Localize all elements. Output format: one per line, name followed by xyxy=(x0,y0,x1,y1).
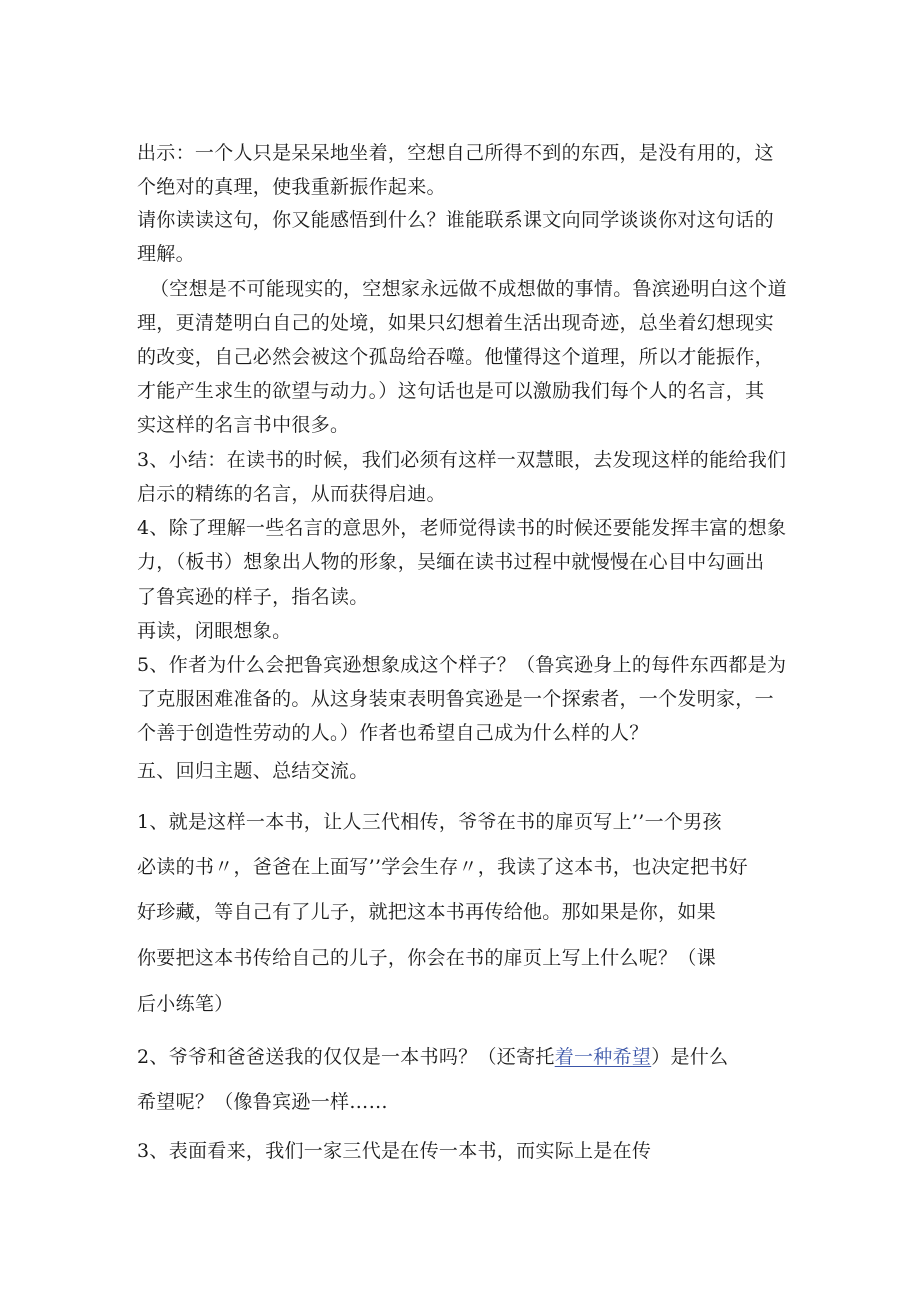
text-line: 个善于创造性劳动的人。）作者也希望自己成为什么样的人？ xyxy=(137,722,649,744)
text-line: 必读的书〃，爸爸在上面写’’学会生存〃，我读了这本书，也决定把书好 xyxy=(137,856,748,878)
text-line: 理，更清楚明白自己的处境，如果只幻想着生活出现奇迹，总坐着幻想现实 xyxy=(137,312,774,334)
text-line: 4、除了理解一些名言的意思外，老师觉得读书的时候还要能发挥丰富的想象 xyxy=(137,517,787,539)
text-line: 力，（板书）想象出人物的形象，吴缅在读书过程中就慢慢在心目中勾画出 xyxy=(137,551,765,573)
text-line: 个绝对的真理，使我重新振作起来。 xyxy=(137,176,446,198)
text-segment: ）是什么 xyxy=(651,1046,729,1068)
text-line: 3、表面看来，我们一家三代是在传一本书，而实际上是在传 xyxy=(137,1140,652,1162)
text-line: 5、作者为什么会把鲁宾逊想象成这个样子？（鲁宾逊身上的每件东西都是为 xyxy=(137,654,787,676)
text-line: 了克服困难准备的。从这身装束表明鲁宾逊是一个探索者，一个发明家，一 xyxy=(137,688,774,710)
hope-link[interactable]: 着一种希望 xyxy=(554,1046,652,1068)
text-line: 启示的精练的名言，从而获得启迪。 xyxy=(137,483,446,505)
section-heading: 五、回归主题、总结交流。 xyxy=(137,760,369,782)
text-line: 再读，闭眼想象。 xyxy=(137,620,292,642)
text-line: 3、小结：在读书的时候，我们必须有这样一双慧眼，去发现这样的能给我们 xyxy=(137,449,787,471)
text-line: 好珍藏，等自己有了儿子，就把这本书再传给他。那如果是你，如果 xyxy=(137,901,717,923)
text-line: 的改变，自己必然会被这个孤岛给吞噬。他懂得这个道理，所以才能振作， xyxy=(137,346,774,368)
text-line: 了鲁宾逊的样子，指名读。 xyxy=(137,586,369,608)
text-line: 希望呢？（像鲁宾逊一样…… xyxy=(137,1091,388,1113)
text-line: 后小练笔） xyxy=(137,993,234,1015)
text-line: 你要把这本书传给自己的儿子，你会在书的扉页上写上什么呢？（课 xyxy=(137,947,717,969)
text-line: 请你读读这句，你又能感悟到什么？谁能联系课文向同学谈谈你对这句话的 xyxy=(137,209,774,231)
text-line: 理解。 xyxy=(137,243,195,265)
text-line: 实这样的名言书中很多。 xyxy=(137,414,350,436)
text-line: 出示：一个人只是呆呆地坐着，空想自己所得不到的东西，是没有用的，这 xyxy=(137,142,774,164)
text-segment: 2、爷爷和爸爸送我的仅仅是一本书吗？（还寄托 xyxy=(137,1046,555,1068)
text-line: 才能产生求生的欲望与动力。）这句话也是可以激励我们每个人的名言，其 xyxy=(137,380,765,402)
text-line-with-link xyxy=(137,1045,817,1069)
text-line: （空想是不可能现实的，空想家永远做不成想做的事情。鲁滨逊明白这个道 xyxy=(150,278,787,300)
text-line: 1、就是这样一本书，让人三代相传，爷爷在书的扉页写上’’一个男孩 xyxy=(137,811,722,833)
